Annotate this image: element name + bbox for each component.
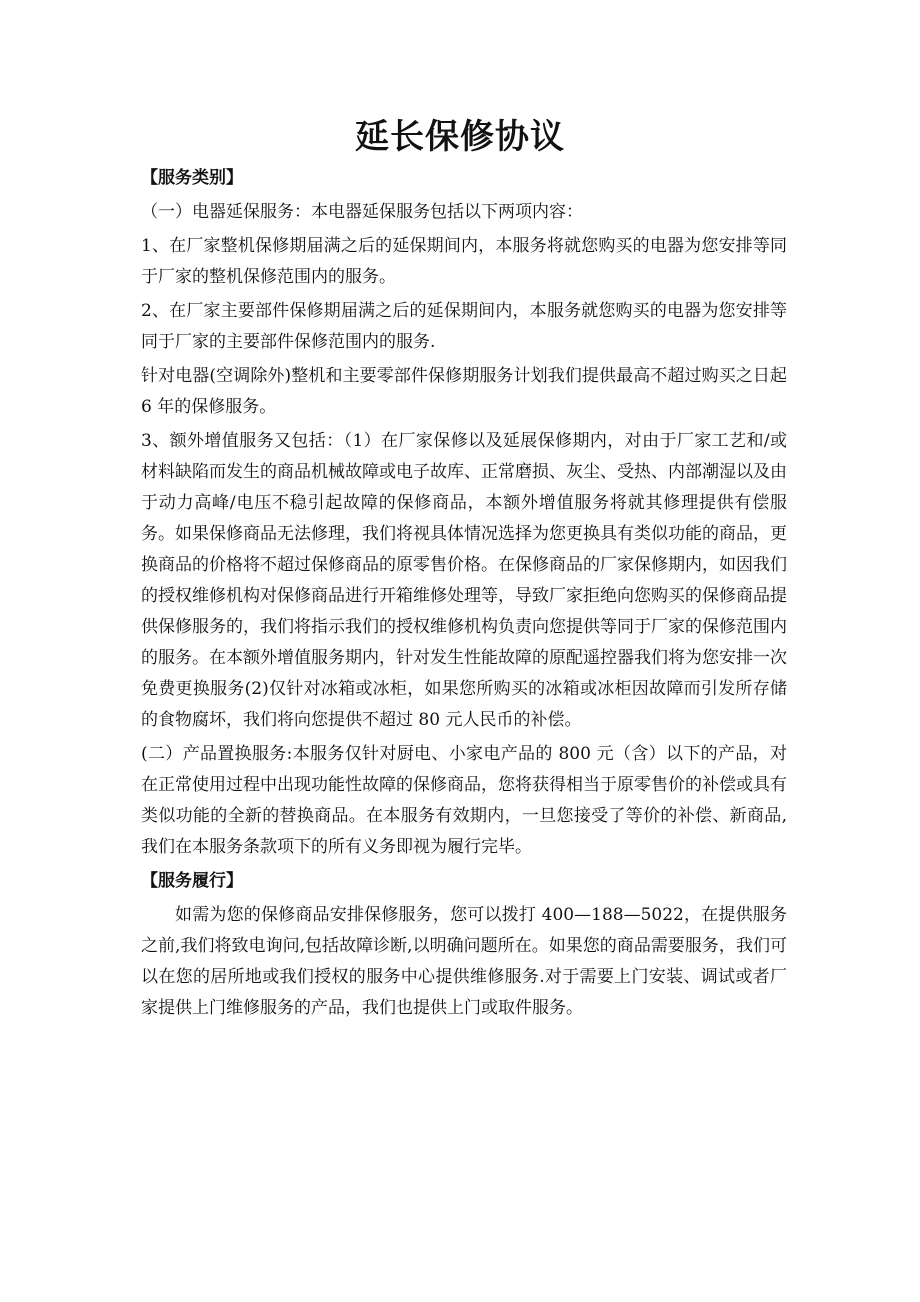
paragraph-service-contact: 如需为您的保修商品安排保修服务，您可以拨打 400—188—5022，在提供服务之前,我们将致电询问,包括故障诊断,以明确问题所在。如果您的商品需要服务，我们可以在您的居所地或我们授权的服务中心提供维修服务.对于需要上门安装、调试或者厂家提供上门维修服务的产品，我们也提供上门或取件服务。 [141,905,787,1018]
paragraph-value-added-services: 3、额外增值服务又包括：（1）在厂家保修以及延展保修期内，对由于厂家工艺和/或材料缺陷而发生的商品机械故障或电子故库、正常磨损、灰尘、受热、内部潮湿以及由于动力高峰/电压不稳引起故障的保修商品，本额外增值服务将就其修理提供有偿服务。如果保修商品无法修理，我们将视具体情况选择为您更换具有类似功能的商品，更换商品的价格将不超过保修商品的原零售价格。在保修商品的厂家保修期内，如因我们的授权维修机构对保修商品进行开箱维修处理等，导致厂家拒绝向您购买的保修商品提供保修服务的，我们将指示我们的授权维修机构负责向您提供等同于厂家的保修范围内的服务。在本额外增值服务期内，针对发生性能故障的原配遥控器我们将为您安排一次免费更换服务(2)仅针对冰箱或冰柜，如果您所购买的冰箱或冰柜因故障而引发所存储的食物腐坏，我们将向您提供不超过 80 元人民币的补偿。 [141,431,787,730]
paragraph-whole-unit-warranty: 1、在厂家整机保修期届满之后的延保期间内，本服务将就您购买的电器为您安排等同于厂家的整机保修范围内的服务。 [141,236,787,287]
section-heading-service-fulfillment: 【服务履行】 [141,871,243,891]
section-heading-service-category: 【服务类别】 [141,168,243,188]
document-body [141,163,787,1024]
paragraph-warranty-term: 针对电器(空调除外)整机和主要零部件保修期服务计划我们提供最高不超过购买之日起 6 年的保修服务。 [141,366,787,417]
paragraph-main-parts-warranty: 2、在厂家主要部件保修期届满之后的延保期间内，本服务就您购买的电器为您安排等同于厂家的主要部件保修范围内的服务. [141,301,787,352]
document-title: 延长保修协议 [355,117,565,157]
paragraph-appliance-extended-warranty: （一）电器延保服务：本电器延保服务包括以下两项内容： [141,202,583,222]
paragraph-product-replacement: (二）产品置换服务:本服务仅针对厨电、小家电产品的 800 元（含）以下的产品，对在正常使用过程中出现功能性故障的保修商品，您将获得相当于原零售价的补偿或具有类似功能的全新的替换商品。在本服务有效期内，一旦您接受了等价的补偿、新商品,我们在本服务条款项下的所有义务即视为履行完毕。 [141,744,787,857]
